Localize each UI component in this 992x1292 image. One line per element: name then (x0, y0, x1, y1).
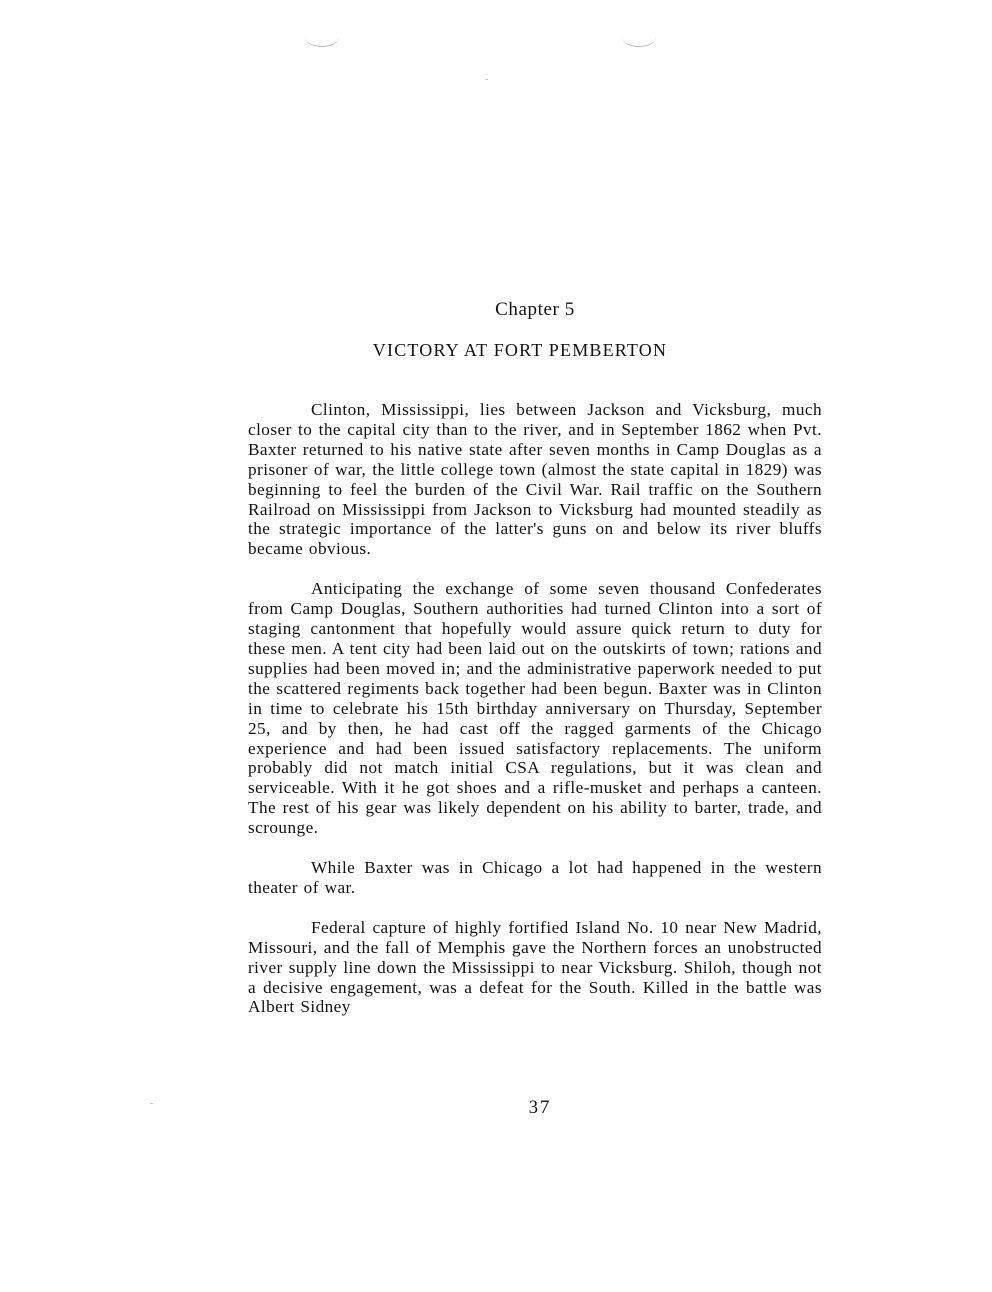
scan-speck (485, 79, 488, 80)
chapter-label: Chapter 5 (495, 299, 575, 320)
body-text (248, 400, 822, 1037)
paragraph: While Baxter was in Chicago a lot had happened in the western theater of war. (248, 858, 822, 897)
paragraph: Clinton, Mississippi, lies between Jackson and Vicksburg, much closer to the capital city than to the river, and in September 1862 when Pvt. Baxter returned to his native state after seven months in Camp Douglas as a prisoner of war, the little college town (almost the state capital in 1829) was beginning to feel the burden of the Civil War. Rail traffic on the Southern Railroad on Mississippi from Jackson to Vicksburg had mounted steadily as the strategic importance of the latter's guns on and below its river bluffs became obvious. (248, 400, 822, 559)
binder-hole-mark (305, 28, 339, 47)
paragraph: Anticipating the exchange of some seven thousand Confederates from Camp Douglas, Southern authorities had turned Clinton into a sort of staging cantonment that hopefully would assure quick return to duty for these men. A tent city had been laid out on the outskirts of town; rations and supplies had been moved in; and the administrative paperwork needed to put the scattered regiments back together had been begun. Baxter was in Clinton in time to celebrate his 15th birthday anniversary on Thursday, September 25, and by then, he had cast off the ragged garments of the Chicago experience and had been issued satisfactory replacements. The uniform probably did not match initial CSA regulations, but it was clean and serviceable. With it he got shoes and a rifle-musket and perhaps a canteen. The rest of his gear was likely dependent on his ability to barter, trade, and scrounge. (248, 579, 822, 838)
paragraph: Federal capture of highly fortified Island No. 10 near New Madrid, Missouri, and the fall of Memphis gave the Northern forces an unobstructed river supply line down the Mississippi to near Vicksburg. Shiloh, though not a decisive engagement, was a defeat for the South. Killed in the battle was Albert Sidney (248, 917, 822, 1017)
page-number: 37 (528, 1098, 552, 1118)
chapter-title: VICTORY AT FORT PEMBERTON (372, 340, 668, 360)
binder-hole-mark (622, 28, 656, 47)
